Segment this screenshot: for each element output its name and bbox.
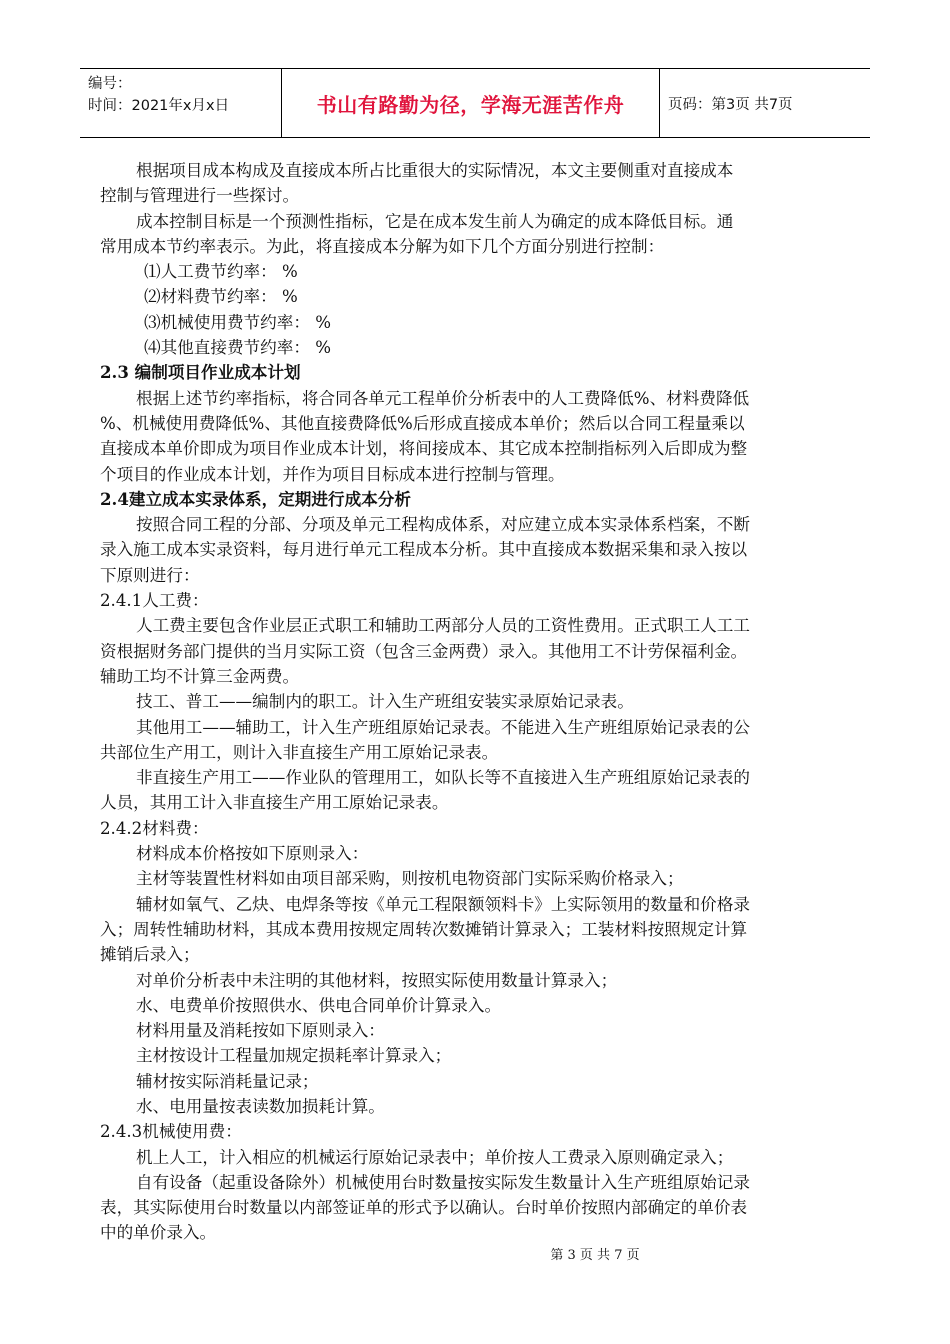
list-item: ⑶机械使用费节约率： % xyxy=(144,312,331,332)
header-page-cell xyxy=(660,69,870,137)
paragraph-line: 水、电费单价按照供水、供电合同单价计算录入。 xyxy=(136,995,502,1015)
document-number-label: 编号： xyxy=(88,76,132,92)
paragraph-line: 辅材如氧气、乙炔、电焊条等按《单元工程限额领料卡》上实际领用的数量和价格录 xyxy=(136,894,750,914)
paragraph-line: 水、电用量按表读数加损耗计算。 xyxy=(136,1096,385,1116)
paragraph-line: 根据项目成本构成及直接成本所占比重很大的实际情况，本文主要侧重对直接成本 xyxy=(136,161,734,180)
paragraph-line: 非直接生产用工——作业队的管理用工，如队长等不直接进入生产班组原始记录表的 xyxy=(136,768,750,788)
paragraph-line: 摊销后录入； xyxy=(100,945,200,965)
paragraph-line: 按照合同工程的分部、分项及单元工程构成体系，对应建立成本实录体系档案，不断 xyxy=(136,515,750,535)
header-motto: 书山有路勤为径，学海无涯苦作舟 xyxy=(316,92,625,117)
paragraph-line: 辅助工均不计算三金两费。 xyxy=(100,666,300,686)
list-item: ⑴人工费节约率： % xyxy=(144,262,298,282)
list-item: ⑵材料费节约率： % xyxy=(144,287,298,307)
page-header xyxy=(80,68,870,138)
paragraph-line: 对单价分析表中未注明的其他材料，按照实际使用数量计算录入； xyxy=(136,970,618,990)
paragraph-line: 成本控制目标是一个预测性指标，它是在成本发生前人为确定的成本降低目标。通 xyxy=(136,211,734,231)
section-heading: 2.4建立成本实录体系，定期进行成本分析 xyxy=(100,488,411,509)
paragraph-line: 资根据财务部门提供的当月实际工资（包含三金两费）录入。其他用工不计劳保福利金。 xyxy=(100,641,748,661)
paragraph-line: 根据上述节约率指标，将合同各单元工程单价分析表中的人工费降低%、材料费降低 xyxy=(136,388,750,408)
subsection-heading: 2.4.1人工费： xyxy=(100,591,209,611)
paragraph-line: 中的单价录入。 xyxy=(100,1223,217,1243)
header-motto-cell xyxy=(282,69,660,137)
paragraph-line: %、机械使用费降低%、其他直接费降低%后形成直接成本单价；然后以合同工程量乘以 xyxy=(100,413,745,433)
document-date-label: 时间：2021年x月x日 xyxy=(88,98,230,114)
paragraph-line: 下原则进行： xyxy=(100,565,200,585)
paragraph-line: 材料用量及消耗按如下原则录入： xyxy=(136,1021,385,1041)
paragraph-line: 个项目的作业成本计划，并作为项目目标成本进行控制与管理。 xyxy=(100,464,565,484)
paragraph-line: 控制与管理进行一些探讨。 xyxy=(100,186,300,206)
paragraph-line: 材料成本价格按如下原则录入： xyxy=(136,844,369,864)
paragraph-line: 常用成本节约率表示。为此，将直接成本分解为如下几个方面分别进行控制： xyxy=(100,236,665,256)
paragraph-line: 录入施工成本实录资料，每月进行单元工程成本分析。其中直接成本数据采集和录入按以 xyxy=(100,540,748,560)
paragraph-line: 主材按设计工程量加规定损耗率计算录入； xyxy=(136,1046,452,1066)
section-heading: 2.3 编制项目作业成本计划 xyxy=(100,362,301,383)
paragraph-line: 技工、普工——编制内的职工。计入生产班组安装实录原始记录表。 xyxy=(136,692,634,712)
header-page-number: 页码：第3页 共7页 xyxy=(668,96,793,113)
page-footer xyxy=(0,1244,950,1263)
paragraph-line: 自有设备（起重设备除外）机械使用台时数量按实际发生数量计入生产班组原始记录 xyxy=(136,1172,750,1192)
header-meta xyxy=(80,69,282,137)
paragraph-line: 人工费主要包含作业层正式职工和辅助工两部分人员的工资性费用。正式职工人工工 xyxy=(136,616,750,636)
list-item: ⑷其他直接费节约率： % xyxy=(144,338,331,358)
subsection-heading: 2.4.3机械使用费： xyxy=(100,1122,242,1142)
subsection-heading: 2.4.2材料费： xyxy=(100,818,209,838)
paragraph-line: 其他用工——辅助工，计入生产班组原始记录表。不能进入生产班组原始记录表的公 xyxy=(136,717,750,737)
paragraph-line: 人员，其用工计入非直接生产用工原始记录表。 xyxy=(100,793,449,813)
paragraph-line: 入；周转性辅助材料，其成本费用按规定周转次数摊销计算录入；工装材料按照规定计算 xyxy=(100,919,748,939)
document-body xyxy=(100,158,852,1246)
paragraph-line: 共部位生产用工，则计入非直接生产用工原始记录表。 xyxy=(100,742,499,762)
footer-page-number: 第 3 页 共 7 页 xyxy=(550,1248,640,1263)
paragraph-line: 直接成本单价即成为项目作业成本计划，将间接成本、其它成本控制指标列入后即成为整 xyxy=(100,439,748,459)
paragraph-line: 机上人工，计入相应的机械运行原始记录表中；单价按人工费录入原则确定录入； xyxy=(136,1147,734,1167)
paragraph-line: 辅材按实际消耗量记录； xyxy=(136,1071,319,1091)
paragraph-line: 主材等装置性材料如由项目部采购，则按机电物资部门实际采购价格录入； xyxy=(136,869,684,889)
paragraph-line: 表，其实际使用台时数量以内部签证单的形式予以确认。台时单价按照内部确定的单价表 xyxy=(100,1198,748,1218)
